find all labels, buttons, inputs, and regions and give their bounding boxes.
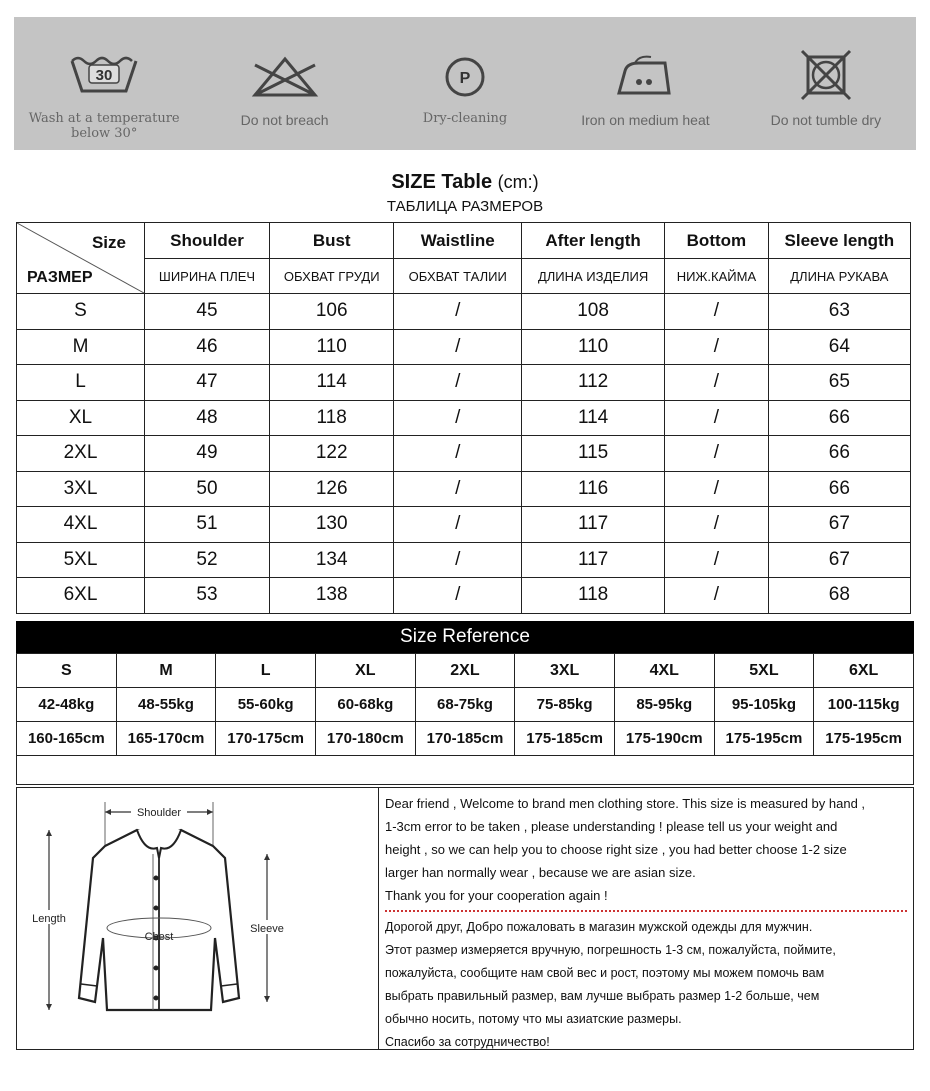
size-cell: L <box>17 365 145 401</box>
size-cell: 3XL <box>17 471 145 507</box>
shirt-measurement-icon <box>17 788 379 1051</box>
reference-height-cell: 175-190cm <box>614 722 714 756</box>
note-line: Этот размер измеряется вручную, погрешность 1-3 см, пожалуйста, поймите, <box>385 943 836 957</box>
reference-weight-cell: 85-95kg <box>614 688 714 722</box>
reference-size-cell: L <box>216 654 316 688</box>
size-cell: XL <box>17 400 145 436</box>
reference-height-cell: 175-195cm <box>814 722 914 756</box>
size-cell: S <box>17 294 145 330</box>
reference-height-cell: 160-165cm <box>17 722 117 756</box>
reference-weight-cell: 95-105kg <box>714 688 814 722</box>
reference-height-cell: 175-185cm <box>515 722 615 756</box>
notes-panel <box>379 788 913 1049</box>
measurement-cell: 52 <box>145 542 270 578</box>
measurement-cell: 66 <box>768 400 910 436</box>
size-cell: 5XL <box>17 542 145 578</box>
reference-weight-cell: 48-55kg <box>116 688 216 722</box>
info-box <box>16 787 914 1050</box>
measurement-cell: 63 <box>768 294 910 330</box>
measurement-cell: 66 <box>768 436 910 472</box>
size-reference-title: Size Reference <box>16 621 914 653</box>
measurement-cell: 68 <box>768 578 910 614</box>
measurement-cell: / <box>665 542 768 578</box>
size-table-title-main: SIZE Table <box>391 171 493 193</box>
header-ru-waistline: ОБХВАТ ТАЛИИ <box>394 259 522 294</box>
measurement-cell: 50 <box>145 471 270 507</box>
measurement-cell: 134 <box>269 542 393 578</box>
size-table-header-ru <box>17 259 911 294</box>
reference-height-cell: 165-170cm <box>116 722 216 756</box>
size-row <box>17 436 911 472</box>
size-row <box>17 294 911 330</box>
iron-medium-icon <box>605 49 685 109</box>
size-row <box>17 542 911 578</box>
measurement-cell: 47 <box>145 365 270 401</box>
measurement-cell: 118 <box>269 400 393 436</box>
measurement-cell: 106 <box>269 294 393 330</box>
size-cell: M <box>17 329 145 365</box>
measurement-cell: 49 <box>145 436 270 472</box>
measurement-cell: / <box>665 294 768 330</box>
reference-size-cell: M <box>116 654 216 688</box>
corner-label-en: Size <box>91 233 126 252</box>
measurement-cell: / <box>665 507 768 543</box>
reference-height-cell: 175-195cm <box>714 722 814 756</box>
reference-height-row <box>17 722 914 756</box>
measurement-cell: 67 <box>768 507 910 543</box>
note-line: обычно носить, потому что мы азиатские размеры. <box>385 1012 682 1026</box>
reference-weight-cell: 55-60kg <box>216 688 316 722</box>
header-bust: Bust <box>269 223 393 259</box>
measurement-cell: 130 <box>269 507 393 543</box>
header-waistline: Waistline <box>394 223 522 259</box>
measurement-cell: / <box>665 365 768 401</box>
measurement-cell: / <box>665 471 768 507</box>
diagram-length-label: Length <box>32 913 66 925</box>
size-row <box>17 471 911 507</box>
reference-size-cell: 4XL <box>614 654 714 688</box>
measurement-cell: 48 <box>145 400 270 436</box>
reference-weight-cell: 60-68kg <box>315 688 415 722</box>
size-cell: 2XL <box>17 436 145 472</box>
measurement-cell: 122 <box>269 436 393 472</box>
measurement-cell: 45 <box>145 294 270 330</box>
diagram-sleeve-label: Sleeve <box>250 923 284 935</box>
notes-divider <box>385 910 907 912</box>
size-row <box>17 578 911 614</box>
size-reference-table <box>16 653 914 756</box>
header-ru-bust: ОБХВАТ ГРУДИ <box>269 259 393 294</box>
notes-en <box>385 792 907 907</box>
size-table <box>16 222 911 614</box>
measurement-cell: 117 <box>522 507 665 543</box>
header-bottom: Bottom <box>665 223 768 259</box>
measurement-cell: / <box>394 329 522 365</box>
diagram-shoulder-label: Shoulder <box>136 807 182 819</box>
reference-height-cell: 170-175cm <box>216 722 316 756</box>
reference-size-cell: 2XL <box>415 654 515 688</box>
reference-size-cell: S <box>17 654 117 688</box>
care-label-wash: Wash at a temperature below 30° <box>28 111 180 141</box>
measurement-cell: 64 <box>768 329 910 365</box>
note-line: выбрать правильный размер, вам лучше выбрать размер 1-2 больше, чем <box>385 989 820 1003</box>
measurement-cell: 110 <box>269 329 393 365</box>
note-line: Thank you for your cooperation again ! <box>385 888 608 903</box>
size-table-subtitle-ru: ТАБЛИЦА РАЗМЕРОВ <box>386 198 544 215</box>
reference-height-cell: 170-180cm <box>315 722 415 756</box>
dry-clean-badge: P <box>459 70 471 87</box>
measurement-cell: / <box>394 542 522 578</box>
note-line: Спасибо за сотрудничество! <box>385 1035 550 1049</box>
reference-size-cell: 5XL <box>714 654 814 688</box>
measurement-cell: 46 <box>145 329 270 365</box>
header-ru-bottom: НИЖ.КАЙМА <box>665 259 768 294</box>
measurement-cell: 126 <box>269 471 393 507</box>
reference-weight-cell: 75-85kg <box>515 688 615 722</box>
size-row <box>17 329 911 365</box>
measurement-cell: 67 <box>768 542 910 578</box>
size-row <box>17 507 911 543</box>
size-row <box>17 400 911 436</box>
reference-weight-cell: 68-75kg <box>415 688 515 722</box>
care-label-tumble: Do not tumble dry <box>770 112 882 128</box>
measurement-cell: / <box>394 507 522 543</box>
reference-size-cell: XL <box>315 654 415 688</box>
reference-size-row <box>17 654 914 688</box>
wash-30-icon <box>64 49 144 109</box>
care-item-tumble <box>736 17 916 150</box>
care-item-dryclean <box>375 17 555 150</box>
measurement-cell: / <box>665 578 768 614</box>
care-item-bleach <box>194 17 374 150</box>
wash-temp-badge: 30 <box>95 67 113 84</box>
size-row <box>17 365 911 401</box>
care-label-iron: Iron on medium heat <box>581 112 710 128</box>
measurement-cell: / <box>394 471 522 507</box>
reference-size-cell: 6XL <box>814 654 914 688</box>
size-cell: 4XL <box>17 507 145 543</box>
header-ru-shoulder: ШИРИНА ПЛЕЧ <box>145 259 270 294</box>
measurement-cell: / <box>394 578 522 614</box>
measurement-cell: 117 <box>522 542 665 578</box>
note-line: Dear friend , Welcome to brand men clothing store. This size is measured by hand , <box>385 796 866 811</box>
measurement-cell: / <box>665 400 768 436</box>
reference-size-cell: 3XL <box>515 654 615 688</box>
dry-clean-icon <box>425 49 505 109</box>
measurement-cell: 65 <box>768 365 910 401</box>
measurement-cell: / <box>665 329 768 365</box>
note-line: пожалуйста, сообщите нам свой вес и рост, поэтому мы можем помочь вам <box>385 966 825 980</box>
measurement-cell: 53 <box>145 578 270 614</box>
diagram-chest-label: Chest <box>144 931 174 943</box>
measurement-cell: / <box>394 400 522 436</box>
header-shoulder: Shoulder <box>145 223 270 259</box>
measurement-cell: 110 <box>522 329 665 365</box>
care-label-bleach: Do not breach <box>240 112 329 128</box>
measurement-cell: / <box>394 365 522 401</box>
measurement-cell: 138 <box>269 578 393 614</box>
measurement-cell: 116 <box>522 471 665 507</box>
care-item-wash <box>14 17 194 150</box>
measurement-cell: 51 <box>145 507 270 543</box>
care-label-dryclean: Dry-cleaning <box>422 111 508 126</box>
size-table-corner <box>17 223 145 294</box>
care-instructions-bar <box>14 17 916 150</box>
header-ru-after-length: ДЛИНА ИЗДЕЛИЯ <box>522 259 665 294</box>
reference-height-cell: 170-185cm <box>415 722 515 756</box>
measurement-cell: 108 <box>522 294 665 330</box>
notes-ru <box>385 916 907 1054</box>
measurement-cell: 115 <box>522 436 665 472</box>
measurement-cell: 114 <box>269 365 393 401</box>
size-cell: 6XL <box>17 578 145 614</box>
measurement-cell: / <box>394 294 522 330</box>
note-line: Дорогой друг, Добро пожаловать в магазин мужской одежды для мужчин. <box>385 920 813 934</box>
size-table-title-unit: (cm:) <box>497 172 539 192</box>
measurement-cell: 114 <box>522 400 665 436</box>
measurement-cell: / <box>394 436 522 472</box>
header-after-length: After length <box>522 223 665 259</box>
header-ru-sleeve-length: ДЛИНА РУКАВА <box>768 259 910 294</box>
note-line: larger han normally wear , because we are asian size. <box>385 865 696 880</box>
size-table-header-en <box>17 223 911 259</box>
measurement-cell: 118 <box>522 578 665 614</box>
no-tumble-dry-icon <box>786 49 866 109</box>
size-table-title <box>0 171 930 194</box>
header-sleeve-length: Sleeve length <box>768 223 910 259</box>
reference-weight-row <box>17 688 914 722</box>
shirt-diagram <box>17 788 379 1049</box>
note-line: height , so we can help you to choose right size , you had better choose 1-2 size <box>385 842 847 857</box>
no-bleach-icon <box>245 49 325 109</box>
blank-row <box>16 753 914 785</box>
reference-weight-cell: 100-115kg <box>814 688 914 722</box>
measurement-cell: 112 <box>522 365 665 401</box>
note-line: 1-3cm error to be taken , please understanding ! please tell us your weight and <box>385 819 838 834</box>
measurement-cell: 66 <box>768 471 910 507</box>
corner-label-ru: РАЗМЕР <box>27 269 93 286</box>
measurement-cell: / <box>665 436 768 472</box>
care-item-iron <box>555 17 735 150</box>
reference-weight-cell: 42-48kg <box>17 688 117 722</box>
